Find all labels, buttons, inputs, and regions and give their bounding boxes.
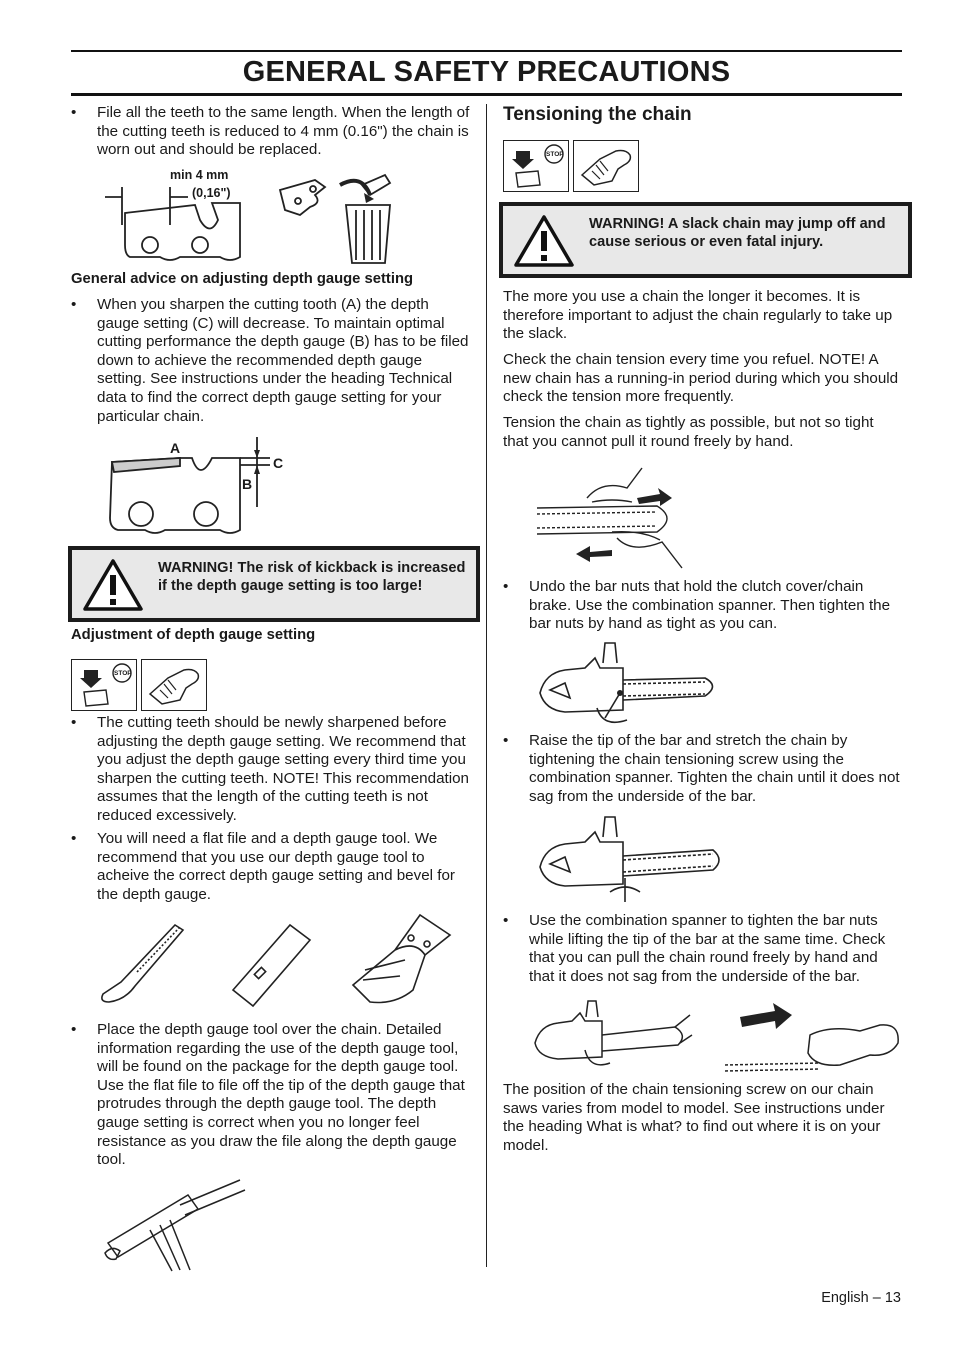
column-divider [486,104,487,1267]
heading-general-advice: General advice on adjusting depth gauge setting [71,271,414,287]
heading-tensioning: Tensioning the chain [503,104,692,125]
chainsaw-undo-nuts-illustration [535,638,725,728]
glove-icon [141,659,207,711]
hands-pulling-chain-illustration [532,458,702,573]
warning-triangle-icon [513,214,575,268]
min-length-inch-label: (0,16") [192,186,231,200]
filing-with-gauge-illustration [100,1175,250,1275]
label-b: B [242,476,253,492]
paragraph-screw-position: The position of the chain tensioning screw on our chain saws varies from model to model. See instructions under the heading What is what? to find out where it is on your model. [503,1081,885,1154]
label-a: A [170,440,181,456]
file-and-gauge-tools-illustration [95,910,465,1020]
page-footer: English – 13 [821,1290,901,1306]
stop-engine-icon [71,659,137,711]
warning-kickback-text: WARNING! The risk of kickback is increased if the depth gauge setting is too large! [158,560,466,594]
paragraph-chain-longer: The more you use a chain the longer it becomes. It is therefore important to adjust the chain regularly to take up the slack. [503,288,893,343]
paragraph-tension-tightly: Tension the chain as tightly as possible, but not so tight that you cannot pull it round freely by hand. [503,414,874,450]
stop-label-right: STOP [546,151,564,158]
stop-engine-icon-right [503,140,569,192]
min-length-label: min 4 mm [170,168,229,182]
tooth-wear-illustration [100,165,400,265]
warning-triangle-icon [82,558,144,612]
top-rule [71,50,902,52]
chainsaw-tension-screw-illustration [535,812,725,907]
heading-adjustment: Adjustment of depth gauge setting [71,627,316,643]
warning-kickback-box [68,546,480,622]
chainsaw-lift-tip-illustration [530,995,905,1080]
depth-gauge-illustration [100,432,300,542]
title-underline [71,93,902,96]
warning-slack-box [499,202,912,278]
page-title: GENERAL SAFETY PRECAUTIONS [242,56,731,88]
paragraph-check-tension: Check the chain tension every time you refuel. NOTE! A new chain has a running-in period during which you should check the tension more frequently. [503,351,899,406]
label-c: C [273,455,284,471]
warning-slack-text: WARNING! A slack chain may jump off and cause serious or even fatal injury. [589,216,886,250]
glove-icon-right [573,140,639,192]
stop-label: STOP [114,670,132,677]
